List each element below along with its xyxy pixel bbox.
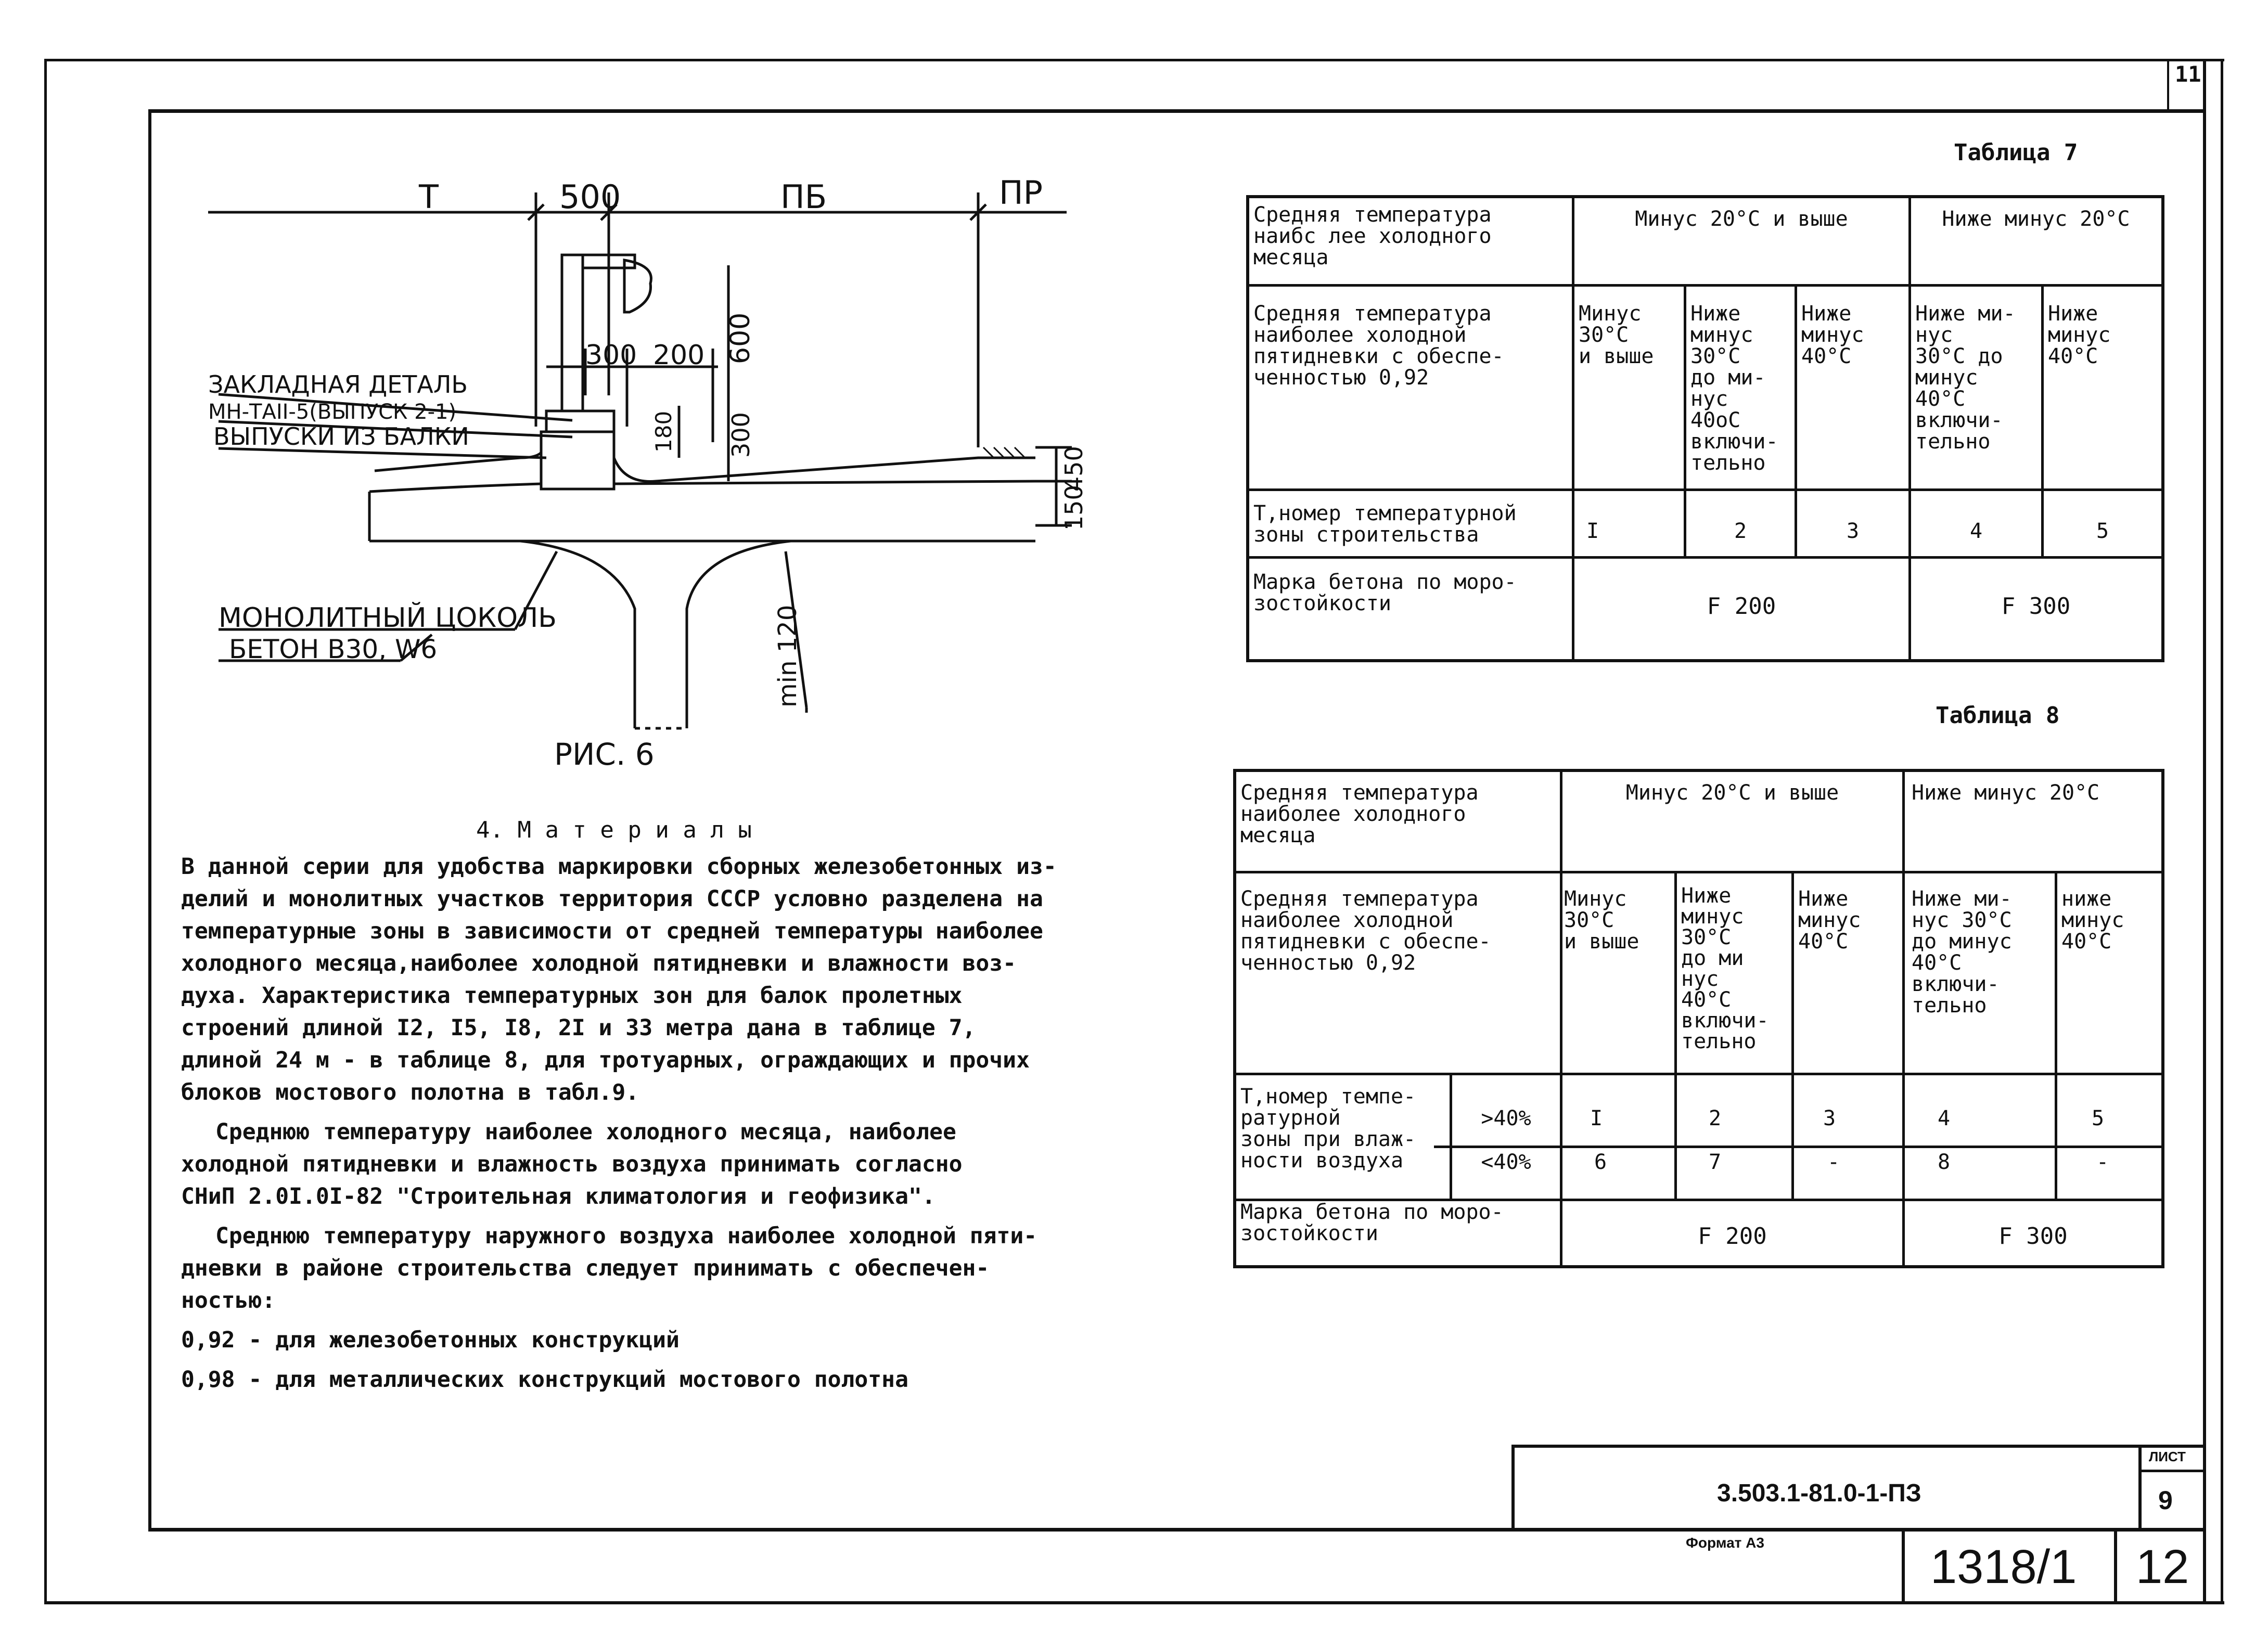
dim-450: 450 [1060,446,1088,492]
t8-zone-6: 6 [1594,1150,1607,1174]
materials-heading: 4. М а т е р и а л ы [476,817,752,843]
t8-zone-dash-2: - [2096,1150,2109,1174]
t8-zone-4: 4 [1938,1106,1951,1130]
t7-month-label: Средняя температура наибс лее холодного месяца [1253,203,1492,269]
t7-month-a: Минус 20°С и выше [1635,207,1848,231]
dim-300: 300 [585,340,637,371]
inner-frame-bottom [148,1528,2206,1532]
t8-week-2: Ниже минус 30°С до ми нус 40°С включи- тельно [1681,884,1769,1053]
label-monolithic-plinth: МОНОЛИТНЫЙ ЦОКОЛЬ [219,602,557,634]
archive-number: 1318/1 [1930,1540,2077,1593]
materials-text [181,851,1066,1396]
t8-week-3: Ниже минус 40°С [1798,887,1861,954]
titleblock-sheet-divider [2138,1445,2142,1530]
t8-humidity-gt: >40% [1481,1106,1531,1130]
t8-week-5: ниже минус 40°С [2061,887,2124,954]
t7-week-label: Средняя температура наиболее холодной пятидневки с обеспе- ченностью 0,92 [1253,302,1504,390]
t7-zone-label: Т,номер температурной зоны строительства [1253,501,1517,547]
dim-pr: ПР [999,174,1043,212]
t8-frost-b: F 300 [1998,1223,2068,1250]
archive-box-mid [2114,1529,2117,1602]
dim-200: 200 [653,340,705,371]
p1-line-6: строений длиной I2, I5, I8, 2I и 33 метра дана в таблице 7, [181,1015,976,1041]
p2-line-3: СНиП 2.0I.0I-82 "Строительная климатология и геофизика". [181,1183,936,1209]
label-embedded-detail: ЗАКЛАДНАЯ ДЕТАЛЬ [208,370,468,398]
t7-frost-label: Марка бетона по моро- зостойкости [1253,570,1517,615]
sheet-label: ЛИСТ [2149,1449,2186,1464]
figure-caption: РИС. 6 [554,737,655,772]
t7-zone-1: I [1586,519,1599,543]
inner-frame-right [2203,59,2206,1604]
t8-zone-7: 7 [1709,1150,1722,1174]
t7-frost-b: F 300 [2001,593,2071,620]
p5-line: 0,98 - для металлических конструкций мостового полотна [181,1367,908,1393]
t8-zone-dash-1: - [1827,1150,1840,1174]
p4-line: 0,92 - для железобетонных конструкций [181,1327,680,1353]
t8-month-a: Минус 20°С и выше [1625,781,1839,805]
dim-pb: ПБ [780,178,827,216]
p1-line-4: холодного месяца,наиболее холодной пятидневки и влажности воз- [181,950,1017,976]
t8-zone-3: 3 [1823,1106,1836,1130]
sheet-corner-number: 11 [2175,61,2201,87]
t8-frost-label: Марка бетона по моро- зостойкости [1240,1200,1504,1245]
format-label: Формат А3 [1686,1535,1764,1551]
t7-week-3: Ниже минус 40°С [1801,302,1864,368]
table-7 [1246,195,2164,662]
document-code: 3.503.1-81.0-1-ПЗ [1717,1479,1921,1507]
table7-title: Таблица 7 [1954,139,2078,166]
t8-month-b: Ниже минус 20°С [1912,781,2100,805]
archive-box-left [1902,1529,1905,1602]
dim-t: Т [419,178,439,216]
t7-week-2: Ниже минус 30°С до ми- нус 40оС включи- тельно [1690,302,1778,475]
t8-frost-a: F 200 [1698,1223,1767,1250]
t7-zone-3: 3 [1846,519,1860,543]
p3-line-1: Среднюю температуру наружного воздуха наиболее холодной пяти- [215,1223,1037,1249]
t7-zone-5: 5 [2096,519,2109,543]
t8-zone-label: Т,номер темпе- ратурной зоны при влаж- ности воздуха [1240,1085,1416,1173]
dim-150: 150 [1060,485,1088,531]
dim-500: 500 [559,178,621,216]
corner-box-left [2167,59,2169,109]
bridge-cross-section-figure [0,0,1093,806]
t8-zone-5: 5 [2092,1106,2105,1130]
t8-zone-2: 2 [1709,1106,1722,1130]
p2-line-1: Среднюю температуру наиболее холодного месяца, наиболее [215,1119,956,1145]
p1-line-8: блоков мостового полотна в табл.9. [181,1079,639,1105]
t8-week-label: Средняя температура наиболее холодной пятидневки с обеспе- ченностью 0,92 [1240,887,1491,975]
label-concrete-grade: БЕТОН В30, W6 [229,634,438,664]
label-outlets: ВЫПУСКИ ИЗ БАЛКИ [213,422,469,451]
dim-180: 180 [651,410,676,453]
page-number: 12 [2136,1540,2189,1593]
p3-line-3: ностью: [181,1288,276,1314]
p1-line-5: духа. Характеристика температурных зон для балок пролетных [181,983,963,1009]
outer-frame-bottom [44,1601,2224,1604]
table-8 [1233,769,2164,1268]
t8-month-label: Средняя температура наиболее холодного месяца [1240,781,1479,847]
p1-line-3: температурные зоны в зависимости от средней температуры наиболее [181,918,1043,944]
dim-600: 600 [725,312,756,364]
t7-month-b: Ниже минус 20°С [1942,207,2130,231]
label-embedded-mark: МН-ТАII-5(ВЫПУСК 2-1) [208,400,457,424]
p2-line-2: холодной пятидневки и влажность воздуха принимать согласно [181,1151,963,1177]
t7-frost-a: F 200 [1707,593,1776,620]
dim-min120: min 120 [773,604,802,707]
t7-week-4: Ниже ми- нус 30°С до минус 40°С включи- тельно [1915,302,2016,454]
p1-line-1: В данной серии для удобства маркировки сборных железобетонных из- [181,854,1057,880]
t8-week-1: Минус 30°С и выше [1564,887,1639,954]
p1-line-7: длиной 24 м - в таблице 8, для тротуарных, ограждающих и прочих [181,1047,1030,1073]
t7-zone-2: 2 [1734,519,1747,543]
t8-zone-1: I [1590,1106,1603,1130]
t8-humidity-lt: <40% [1481,1150,1531,1174]
titleblock-top [1511,1445,2206,1448]
t7-zone-4: 4 [1969,519,1983,543]
p3-line-2: дневки в районе строительства следует принимать с обеспечен- [181,1255,990,1281]
sheet-number: 9 [2158,1486,2173,1515]
t7-week-5: Ниже минус 40°С [2048,302,2111,368]
t8-zone-8: 8 [1938,1150,1951,1174]
t7-week-1: Минус 30°С и выше [1579,302,1654,368]
p1-line-2: делий и монолитных участков территория СССР условно разделена на [181,886,1043,912]
dim-300-vertical: 300 [727,412,755,458]
t8-week-4: Ниже ми- нус 30°С до минус 40°С включи- тельно [1912,887,2012,1018]
titleblock-sheet-hline [2138,1470,2203,1472]
outer-frame-right [2221,59,2223,1604]
table8-title: Таблица 8 [1936,702,2060,729]
titleblock-left [1511,1445,1515,1530]
